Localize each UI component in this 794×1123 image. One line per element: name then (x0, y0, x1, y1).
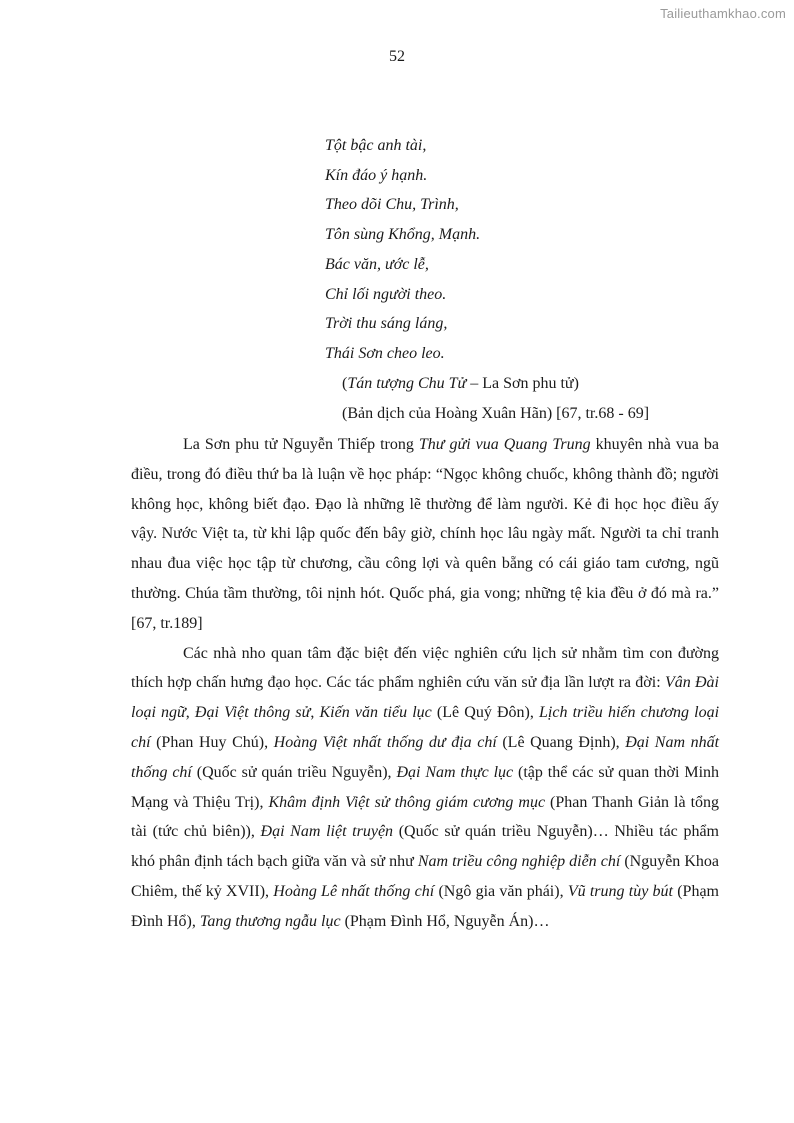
text-run: (Ngô gia văn phái), (434, 882, 568, 900)
watermark-text: Tailieuthamkhao.com (660, 6, 786, 21)
poem-line: Trời thu sáng láng, (325, 315, 448, 333)
paragraph-2 (131, 639, 719, 937)
poem-line: Thái Sơn cheo leo. (325, 344, 445, 362)
work-title: Tang thương ngẫu lục (199, 912, 341, 930)
poem-line: Tôn sùng Khổng, Mạnh. (325, 226, 481, 244)
work-title: Vân Đài loại ngữ (131, 674, 719, 722)
work-title: Thư gửi vua Quang Trung (418, 436, 591, 453)
work-title: Đại Nam thực lục (396, 763, 514, 781)
paragraph-1 (131, 430, 719, 639)
text-run: (Quốc sử quán triều Nguyễn), (191, 763, 397, 781)
poem-block (325, 131, 480, 369)
poem-line: Chỉ lối người theo. (325, 285, 447, 303)
text-run: (Phan Huy Chú), (150, 733, 274, 751)
poem-line: Kín đáo ý hạnh. (325, 166, 428, 184)
poem-line: Bác văn, ước lễ, (325, 255, 429, 273)
text-run: La Sơn phu tử Nguyễn Thiếp trong (183, 436, 419, 453)
text-run: (Nguyễn Khoa Chiêm, thế kỷ XVII), (131, 853, 720, 900)
work-title: Hoàng Việt nhất thống dư địa chí (273, 733, 497, 751)
body-text (131, 430, 719, 937)
work-title: Lịch triều hiến chương loại chí (131, 704, 720, 751)
text-run: , (185, 704, 195, 722)
work-title: Đại Việt thông sử (194, 704, 311, 722)
text-run: (Phạm Đình Hổ), (131, 882, 719, 930)
work-title: Khâm định Việt sử thông giám cương mục (268, 793, 546, 811)
citation-author: – La Sơn phu tử (466, 375, 574, 392)
work-title: Hoàng Lê nhất thống chí (273, 882, 435, 900)
poem-source-citation (342, 369, 579, 399)
work-title: Kiến văn tiểu lục (319, 704, 432, 722)
text-run: (Lê Quý Đôn), (431, 704, 539, 722)
work-title: Vũ trung tùy bút (567, 882, 673, 900)
text-run: khuyên nhà vua ba điều, trong đó điều thứ ba là luận về học pháp: “Ngọc không chuốc, không thành đồ; người không học, không biết đạo. Đạo là những lẽ thường để làm người. Kẻ đi học học điều ấy vậy. Nước Việt ta, từ khi lập quốc đến bây giờ, chính học lâu ngày mất. Người ta chỉ tranh nhau đua việc học tập từ chương, cầu công lợi và quên bẵng có cái giáo tam cương, ngũ thường. Chúa tầm thường, tôi nịnh hót. Quốc phá, gia vong; những tệ kia đều ở đó mà ra.” [67, tr.189] (131, 436, 720, 632)
poem-line: Tột bậc anh tài, (325, 137, 427, 154)
text-run: (Phan Thanh Giản là tổng tài (tức chủ biên)), (131, 793, 720, 841)
text-run: (Quốc sử quán triều Nguyễn)… Nhiều tác phẩm khó phân định tách bạch giữa văn và sử như (131, 823, 719, 871)
translation-note: (Bản dịch của Hoàng Xuân Hãn) [67, tr.68 - 69] (342, 405, 650, 422)
text-run: (Phạm Đình Hổ, Nguyễn Án)… (340, 912, 550, 930)
text-run: (Lê Quang Định), (496, 733, 626, 751)
text-run: , (310, 704, 320, 722)
page-number: 52 (389, 48, 405, 65)
citation-paren-close: ) (573, 375, 579, 392)
citation-title: Tán tượng Chu Tử (347, 375, 467, 392)
text-run: (tập thể các sử quan thời Minh Mạng và Thiệu Trị), (131, 763, 720, 811)
poem-line: Theo dõi Chu, Trình, (325, 196, 459, 214)
work-title: Đại Nam nhất thống chí (131, 733, 720, 781)
work-title: Đại Nam liệt truyện (260, 823, 394, 841)
citation-paren-open: ( (342, 375, 348, 392)
text-run: Các nhà nho quan tâm đặc biệt đến việc nghiên cứu lịch sử nhằm tìm con đường thích hợp chấn hưng đạo học. Các tác phẩm nghiên cứu văn sử địa lần lượt ra đời: (131, 644, 719, 692)
work-title: Nam triều công nghiệp diễn chí (417, 853, 621, 871)
